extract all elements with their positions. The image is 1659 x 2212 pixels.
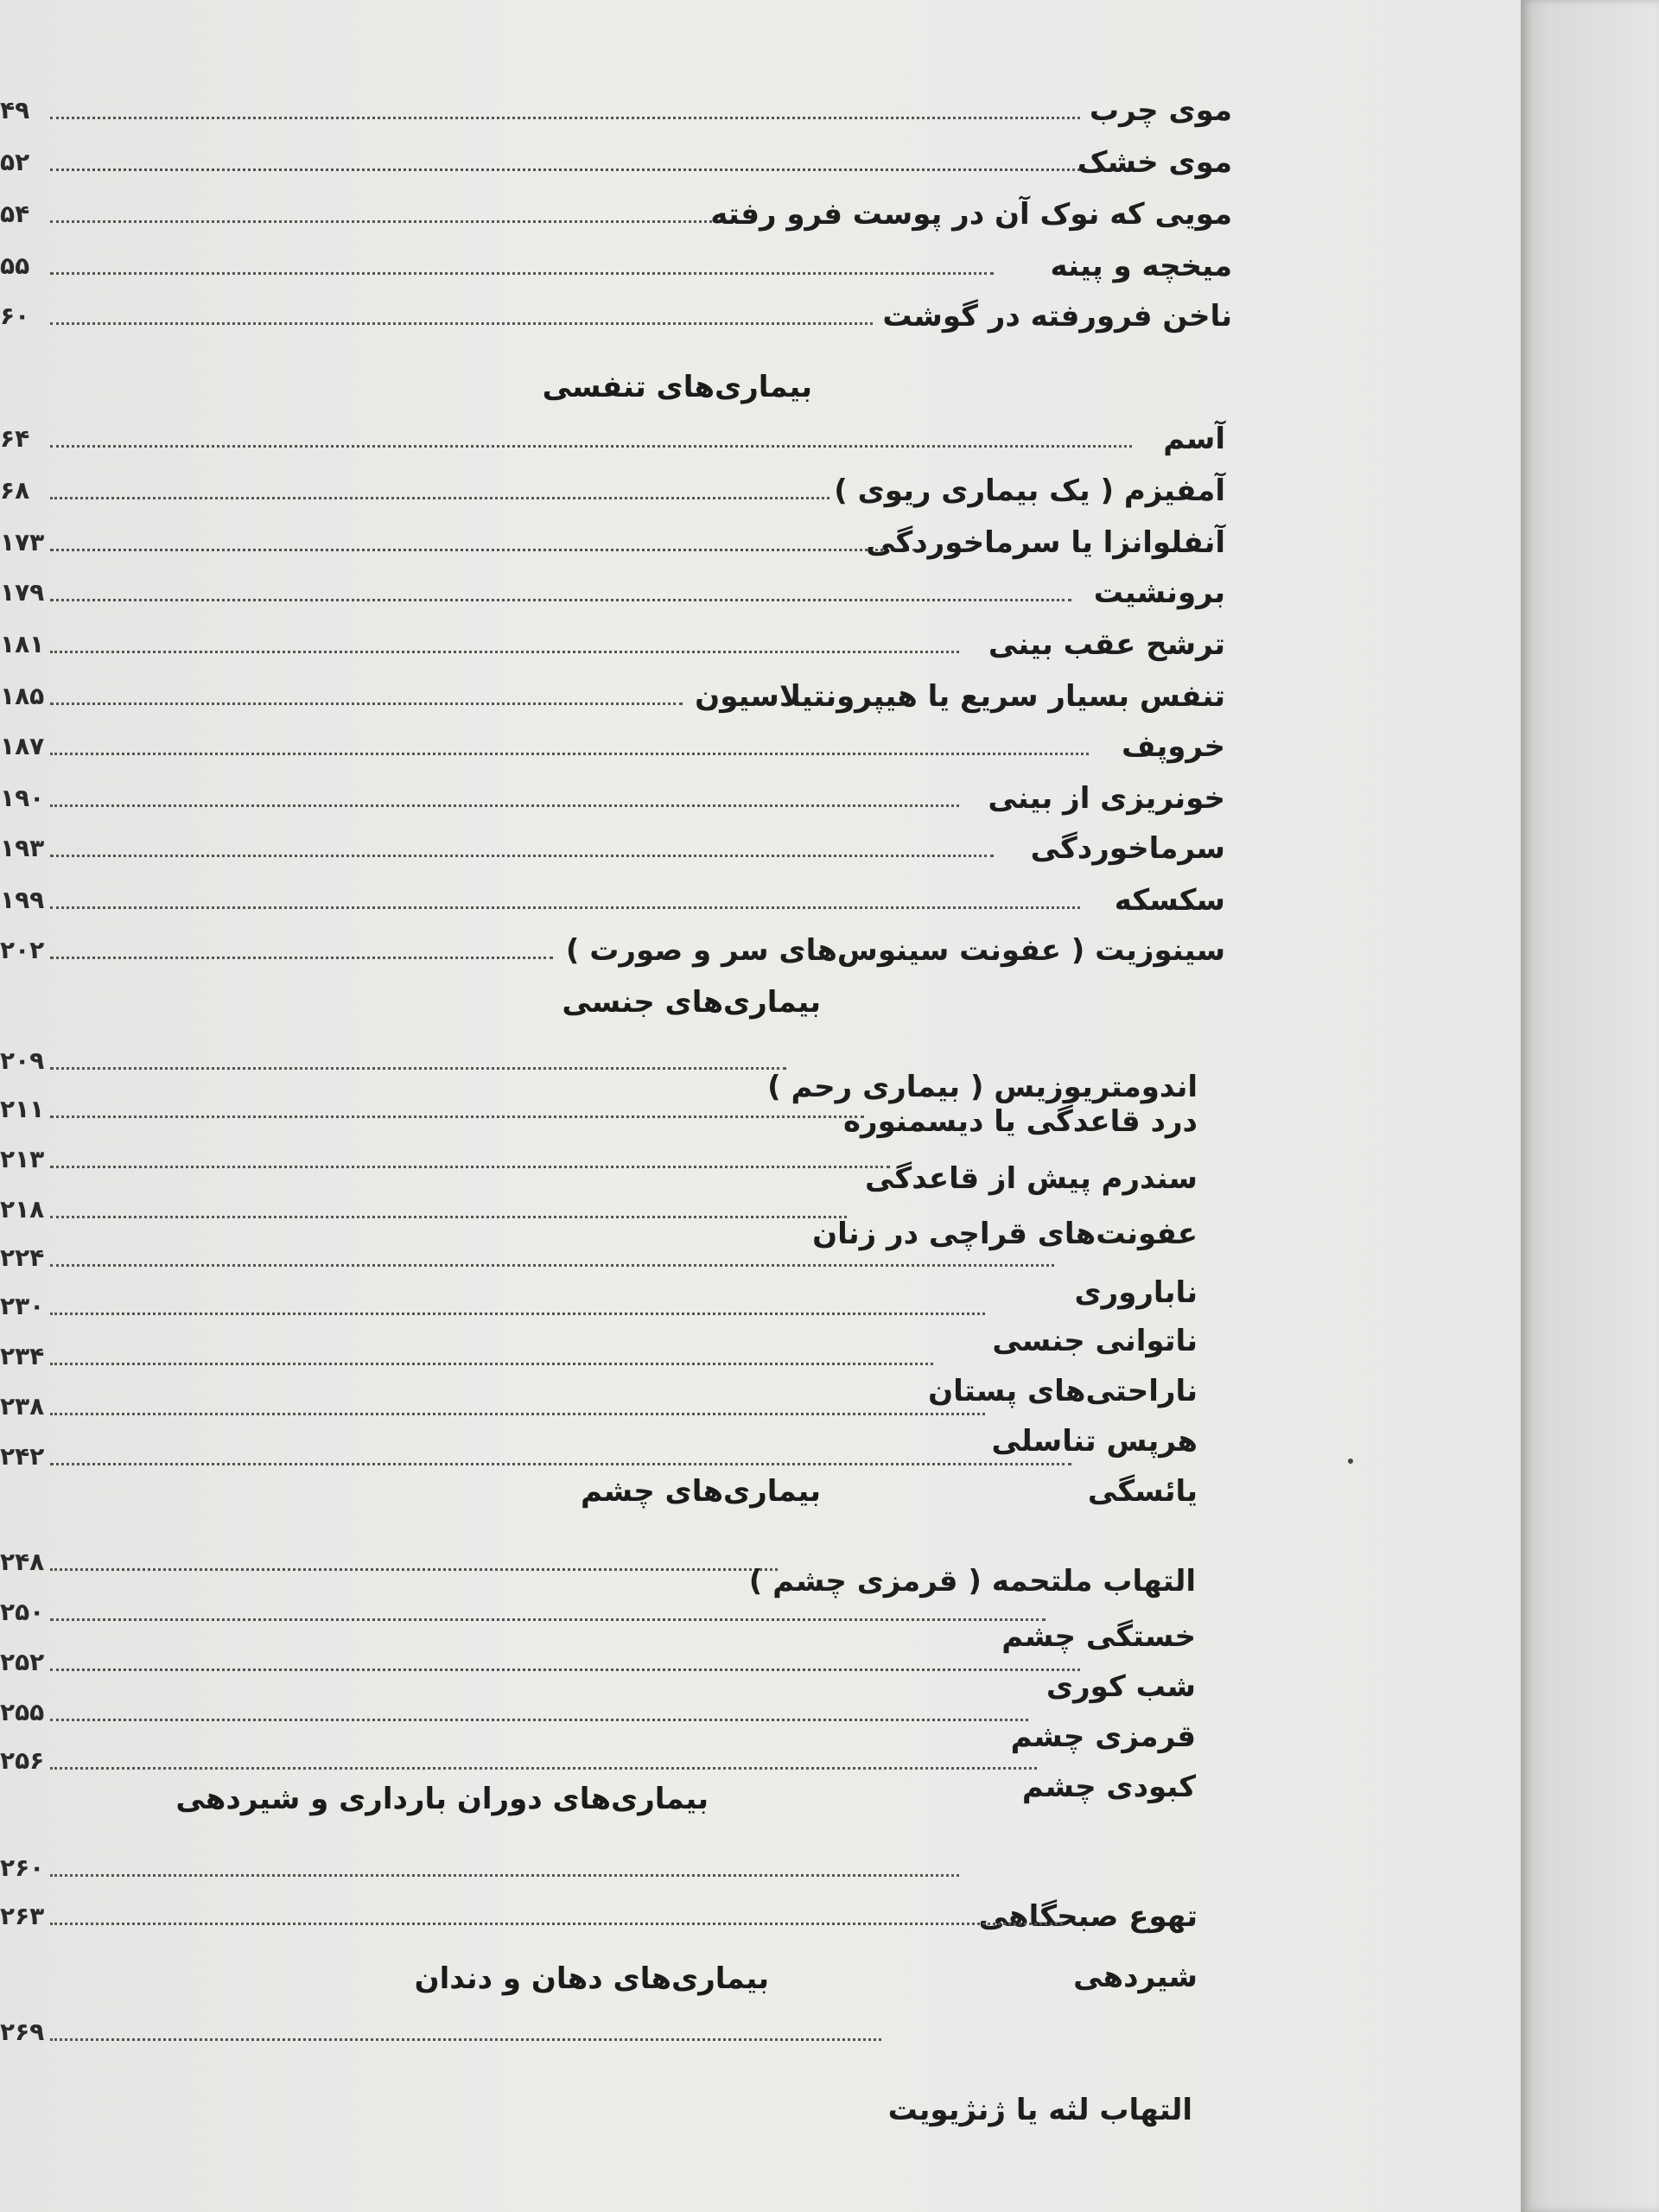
dot-leader [50, 702, 683, 705]
dot-leader [50, 1166, 890, 1168]
entry-title: هرپس تناسلی [991, 1424, 1198, 1459]
entry-title: التهاب لثه یا ژنژیویت [887, 2093, 1192, 2127]
page-number: ۲۱۱ [0, 1095, 45, 1123]
entry-title: تنفس بسیار سریع یا هیپرونتیلاسیون [695, 679, 1225, 714]
toc-entry[interactable] [0, 1180, 1198, 1251]
toc-entry[interactable] [0, 2003, 1192, 2127]
page-number: ۲۱۳ [0, 1145, 45, 1173]
page-number: ۲۶۰ [0, 1853, 45, 1882]
dot-leader [50, 272, 994, 275]
page-number: ۱۹۰ [0, 784, 45, 812]
toc-entry[interactable] [0, 1683, 1196, 1754]
page-number: ۱۷۳ [0, 528, 45, 556]
page-number: ۱۸۷ [0, 732, 45, 760]
entry-title: سندرم پیش از قاعدگی [865, 1161, 1198, 1196]
entry-title: آسم [1163, 422, 1225, 456]
page-number: ۴۹ [0, 96, 30, 124]
page-number: ۲۰۲ [0, 936, 45, 964]
page-number: ۱۹۳ [0, 834, 45, 862]
page-number: ۱۷۹ [0, 578, 45, 607]
entry-title: میخچه و پینه [1050, 249, 1232, 283]
entry-title: آمفیزم ( یک بیماری ریوی ) [834, 474, 1225, 508]
entry-title: مویی که نوک آن در پوست فرو رفته [710, 197, 1232, 232]
entry-title: اندومتریوزیس ( بیماری رحم ) [767, 1070, 1198, 1104]
toc-entry[interactable] [0, 1080, 1198, 1139]
toc-entry[interactable] [0, 1130, 1198, 1196]
entry-title: سکسکه [1114, 883, 1225, 918]
dot-leader [50, 168, 1080, 171]
dot-leader [50, 220, 717, 223]
page-number: ۲۰۹ [0, 1046, 45, 1075]
toc-entry[interactable] [0, 1583, 1196, 1654]
dot-leader [50, 1669, 1080, 1671]
toc-entry[interactable] [0, 667, 1225, 715]
dot-leader [50, 753, 1089, 755]
entry-title: قرمزی چشم [1010, 1719, 1196, 1754]
page-number: ۱۸۵ [0, 682, 45, 710]
toc-entry[interactable] [0, 287, 1232, 335]
dot-leader [50, 1313, 985, 1315]
entry-title: خونریزی از بینی [988, 781, 1225, 816]
page-number: ۲۵۶ [0, 1746, 45, 1775]
entry-title: یائسگی [1087, 1474, 1198, 1509]
dot-leader [50, 117, 1080, 119]
toc-entry[interactable] [0, 819, 1225, 868]
dot-leader [50, 497, 830, 499]
section-heading: بیماری‌های چشم [580, 1474, 821, 1509]
entry-title: شیردهی [1073, 1960, 1198, 1994]
dot-leader [50, 549, 916, 551]
section-heading: بیماری‌های جنسی [562, 985, 821, 1020]
entry-title: سرماخوردگی [1030, 831, 1225, 866]
entry-title: التهاب ملتحمه ( قرمزی چشم ) [748, 1564, 1196, 1599]
dot-leader [50, 957, 553, 959]
dot-leader [50, 855, 994, 857]
dot-leader [50, 1413, 985, 1415]
dot-leader [50, 1874, 959, 1877]
entry-title: کبودی چشم [1021, 1770, 1196, 1804]
page-number: ۶۸ [0, 476, 30, 505]
toc-entry[interactable] [0, 1032, 1198, 1104]
page-number: ۲۳۸ [0, 1392, 45, 1421]
page-number: ۲۴۸ [0, 1548, 45, 1576]
dot-leader [50, 906, 1080, 909]
toc-entry[interactable] [0, 921, 1225, 969]
toc-entry[interactable] [0, 237, 1232, 285]
toc-entry[interactable] [0, 1533, 1196, 1599]
page-number: ۶۴ [0, 424, 30, 453]
dot-leader [50, 1264, 1054, 1267]
toc-entry[interactable] [0, 185, 1232, 233]
entry-title: خروپف [1121, 729, 1225, 764]
page-number: ۲۵۵ [0, 1698, 45, 1726]
page-number: ۲۵۰ [0, 1598, 45, 1626]
dot-leader [50, 1618, 1046, 1621]
toc-entry[interactable] [0, 513, 1225, 562]
dot-leader [50, 1568, 778, 1571]
entry-title: موی چرب [1089, 93, 1232, 128]
entry-title: ناباروری [1074, 1275, 1198, 1310]
next-page-edge [1521, 0, 1659, 2212]
dot-leader [50, 651, 959, 653]
toc-entry[interactable] [0, 871, 1225, 919]
page-number: ۲۳۰ [0, 1292, 45, 1320]
dot-leader [50, 1363, 933, 1365]
dot-leader [50, 1067, 786, 1070]
section-heading: بیماری‌های دهان و دندان [414, 1961, 769, 1996]
page-number: ۵۲ [0, 148, 30, 176]
page-number: ۲۶۳ [0, 1902, 45, 1930]
page-number: ۲۴۲ [0, 1442, 45, 1471]
dot-leader [50, 804, 959, 807]
dot-leader [50, 1216, 847, 1218]
toc-entry[interactable] [0, 461, 1225, 510]
toc-entry[interactable] [0, 717, 1225, 766]
page-number: ۵۴ [0, 200, 30, 228]
entry-title: ناراحتی‌های پستان [928, 1374, 1198, 1408]
page-number: ۱۹۹ [0, 886, 45, 914]
page-number: ۲۲۴ [0, 1243, 45, 1272]
dot-leader [50, 2038, 881, 2041]
toc-entry[interactable] [0, 410, 1225, 458]
entry-title: برونشیت [1093, 575, 1225, 610]
section-heading: بیماری‌های دوران بارداری و شیردهی [175, 1782, 709, 1816]
entry-title: خستگی چشم [1001, 1619, 1196, 1654]
dot-leader [50, 445, 1132, 448]
toc-entry[interactable] [0, 133, 1232, 181]
page-number: ۲۵۲ [0, 1648, 45, 1676]
dot-leader [50, 322, 873, 325]
dot-leader [50, 1767, 1037, 1770]
page-number: ۱۸۱ [0, 630, 45, 658]
toc-entry[interactable] [0, 81, 1232, 130]
toc-entry[interactable] [0, 769, 1225, 817]
page-number: ۲۳۴ [0, 1342, 45, 1370]
toc-entry[interactable] [0, 563, 1225, 612]
page-number: ۶۰ [0, 302, 30, 330]
entry-title: ناخن فرورفته در گوشت [882, 299, 1232, 334]
entry-title: موی خشک [1077, 145, 1232, 180]
dot-leader [50, 1463, 1071, 1465]
page-number: ۲۶۹ [0, 2018, 45, 2046]
dot-leader [50, 1719, 1028, 1721]
page-number: ۲۱۸ [0, 1195, 45, 1224]
entry-title: عفونت‌های قراچی در زنان [812, 1217, 1198, 1251]
toc-entry[interactable] [0, 615, 1225, 664]
entry-title: درد قاعدگی یا دیسمنوره [842, 1104, 1198, 1139]
dot-leader [50, 599, 1071, 601]
page-number: ۵۵ [0, 251, 30, 280]
dot-leader [50, 1923, 1063, 1925]
entry-title: ناتوانی جنسی [992, 1324, 1198, 1358]
entry-title: آنفلوانزا یا سرماخوردگی [866, 525, 1225, 560]
entry-title: تهوع صبحگاهی [978, 1899, 1198, 1934]
entry-title: ترشح عقب بینی [988, 627, 1225, 662]
dot-leader [50, 1116, 864, 1118]
entry-title: شب کوری [1046, 1669, 1196, 1704]
toc-entry[interactable] [0, 1633, 1196, 1704]
entry-title: سینوزیت ( عفونت سینوس‌های سر و صورت ) [565, 933, 1225, 968]
section-heading: بیماری‌های تنفسی [542, 370, 812, 404]
